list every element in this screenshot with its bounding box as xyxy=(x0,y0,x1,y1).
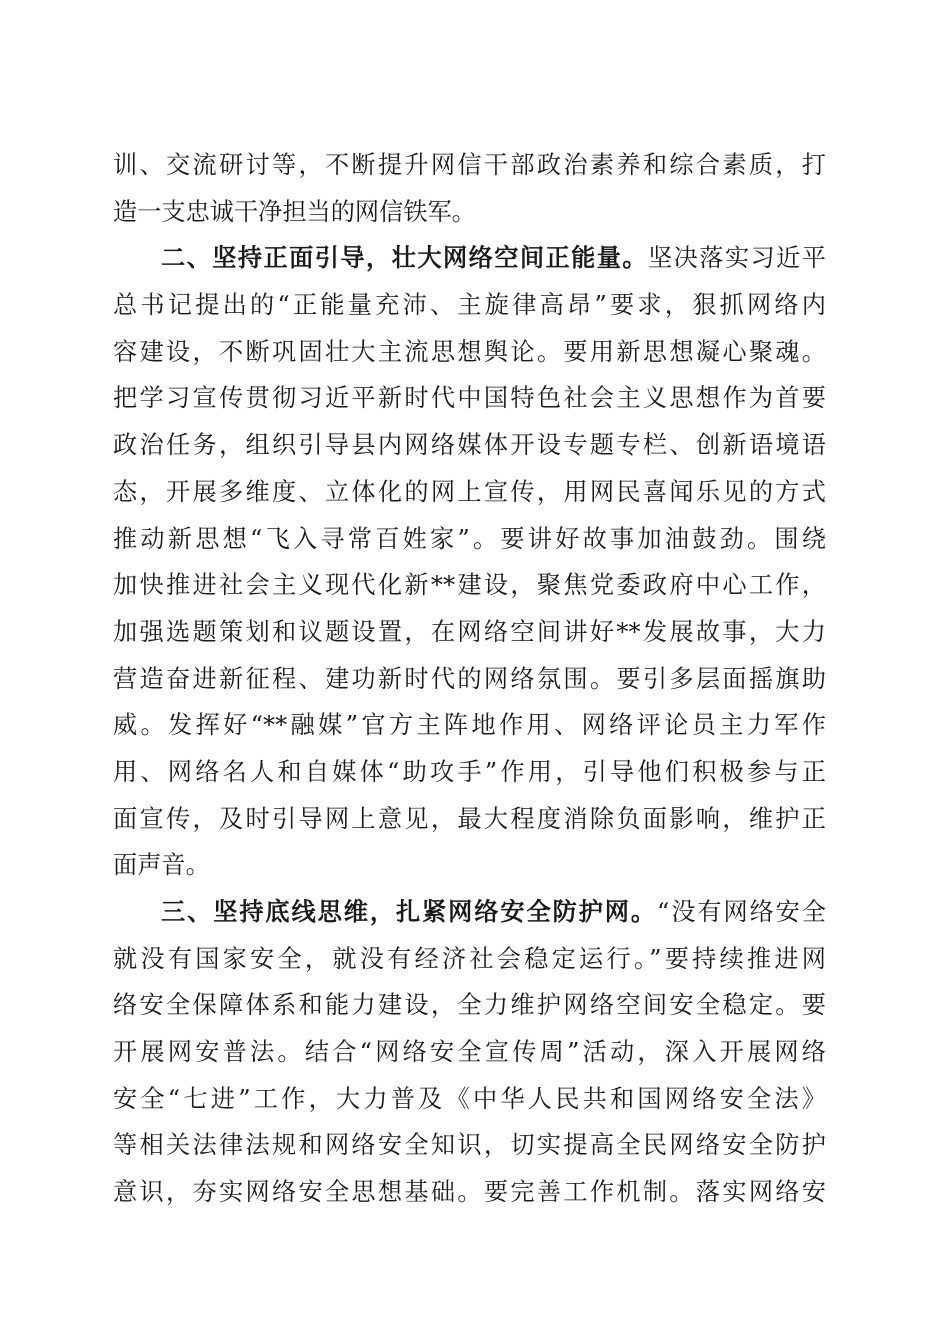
text-line: 营造奋进新征程、建功新时代的网络氛围。要引多层面摇旗助 xyxy=(113,664,826,693)
paragraph-3 xyxy=(113,889,826,1216)
document-body xyxy=(113,142,826,1216)
text-fragment: 坚决落实习近平 xyxy=(648,244,826,273)
text-line: 态，开展多维度、立体化的网上宣传，用网民喜闻乐见的方式 xyxy=(113,477,826,506)
text-line: 加快推进社会主义现代化新**建设，聚焦党委政府中心工作， xyxy=(113,571,826,600)
text-line: 造一支忠诚干净担当的网信铁军。 xyxy=(113,197,476,226)
text-line: 政治任务，组织引导县内网络媒体开设专题专栏、创新语境语 xyxy=(113,431,826,460)
text-line: 意识，夯实网络安全思想基础。要完善工作机制。落实网络安 xyxy=(113,1178,826,1207)
text-line: 总书记提出的“正能量充沛、主旋律高昂”要求，狠抓网络内 xyxy=(113,291,826,320)
text-line: 把学习宣传贯彻习近平新时代中国特色社会主义思想作为首要 xyxy=(113,384,826,413)
text-line: 用、网络名人和自媒体“助攻手”作用，引导他们积极参与正 xyxy=(113,757,826,786)
text-fragment: “没有网络安全 xyxy=(656,898,826,926)
text-line: 等相关法律法规和网络安全知识，切实提高全民网络安全防护 xyxy=(113,1131,826,1160)
text-line: 就没有国家安全，就没有经济社会稳定运行。”要持续推进网 xyxy=(113,944,826,973)
paragraph-3-first-line xyxy=(113,889,826,936)
text-line: 训、交流研讨等，不断提升网信干部政治素养和综合素质，打 xyxy=(113,151,826,179)
text-line: 安全“七进”工作，大力普及《中华人民共和国网络安全法》 xyxy=(113,1084,826,1113)
section-heading-2: 二、坚持正面引导，壮大网络空间正能量。 xyxy=(161,244,648,273)
text-line: 面声音。 xyxy=(113,851,210,880)
text-line: 威。发挥好“**融媒”官方主阵地作用、网络评论员主力军作 xyxy=(113,711,826,740)
text-line: 推动新思想“飞入寻常百姓家”。要讲好故事加油鼓劲。围绕 xyxy=(113,524,826,553)
paragraph-2-first-line xyxy=(113,235,826,282)
text-line: 容建设，不断巩固壮大主流思想舆论。要用新思想凝心聚魂。 xyxy=(113,337,826,366)
section-heading-3: 三、坚持底线思维，扎紧网络安全防护网。 xyxy=(161,898,657,926)
text-line: 面宣传，及时引导网上意见，最大程度消除负面影响，维护正 xyxy=(113,804,826,833)
text-line: 络安全保障体系和能力建设，全力维护网络空间安全稳定。要 xyxy=(113,991,826,1020)
text-line: 开展网安普法。结合“网络安全宣传周”活动，深入开展网络 xyxy=(113,1038,826,1067)
text-line: 加强选题策划和议题设置，在网络空间讲好**发展故事，大力 xyxy=(113,617,826,646)
paragraph-1 xyxy=(113,142,826,235)
paragraph-2 xyxy=(113,235,826,889)
